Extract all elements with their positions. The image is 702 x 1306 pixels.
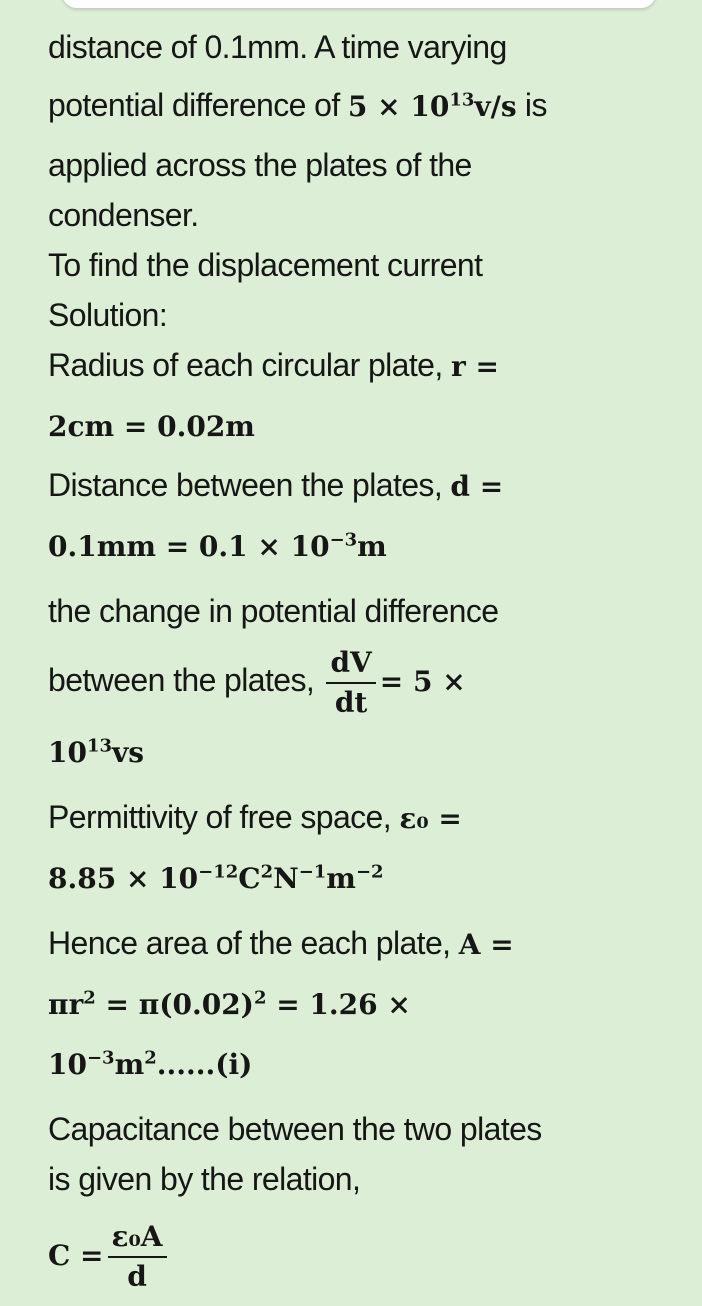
- math-line: $0.1mm = 0.1 \times 10^{-3}m$: [48, 529, 387, 563]
- fraction: $\frac{\text{ε₀A}}{d}$: [108, 1218, 167, 1296]
- math-line: $8.85 \times 10^{-12}C^2N^{-1}m^{-2}$: [48, 861, 384, 895]
- solution-text: [48, 22, 668, 1306]
- text-line: Permittivity of free space, ε₀ =: [48, 799, 462, 835]
- top-card-edge: [62, 0, 656, 8]
- math-line: $\pi r^2 = \pi(0.02)^2 = 1.26$ ×: [48, 987, 411, 1021]
- text-line: applied across the plates of the: [48, 147, 472, 183]
- math-line: C = $\frac{\text{ε₀A}}{d}$: [48, 1204, 668, 1306]
- section-heading: Solution:: [48, 297, 168, 333]
- text-line: is given by the relation,: [48, 1161, 361, 1197]
- math-line: $10^{-3}m^2......(i)$: [48, 1047, 253, 1081]
- math-line: $10^{13}vs$: [48, 735, 145, 769]
- text-line: condenser.: [48, 197, 199, 233]
- text-line: Distance between the plates, d =: [48, 467, 504, 503]
- text-line: To find the displacement current: [48, 247, 483, 283]
- text-line: Radius of each circular plate, r =: [48, 347, 499, 383]
- text-line: between the plates, $\frac{dV}{dt}$ = 5 ×: [48, 636, 668, 726]
- text-line: distance of 0.1mm. A time varying: [48, 29, 507, 65]
- math-line: 2cm = 0.02m: [48, 410, 255, 443]
- text-line: Capacitance between the two plates: [48, 1111, 542, 1147]
- text-line: Hence area of the each plate, A =: [48, 925, 514, 961]
- fraction: $\frac{dV}{dt}$: [326, 644, 375, 722]
- text-line: the change in potential difference: [48, 593, 499, 629]
- text-line: potential difference of $5 \times 10^{13}v/s$ is: [48, 87, 547, 123]
